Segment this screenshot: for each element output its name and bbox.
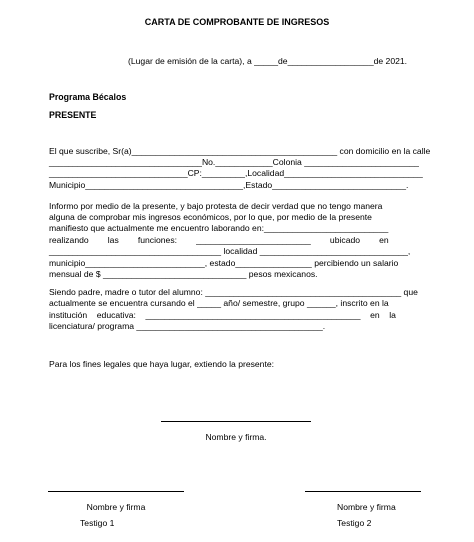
paragraph-line: realizando las funciones: ________________________ ubicado en	[49, 235, 389, 245]
paragraph-line: ________________________________No.____________Colonia ________________________	[49, 157, 419, 167]
paragraph-line: _____________________________CP:_________,Localidad_____________________________	[49, 168, 423, 178]
program-name: Programa Bécalos	[49, 92, 127, 102]
witness1-role: Testigo 1	[80, 518, 115, 528]
closing-line: Para los fines legales que haya lugar, extiendo la presente:	[49, 359, 275, 369]
paragraph-line: actualmente se encuentra cursando el _____ año/ semestre, grupo ______, inscrito en la	[49, 298, 389, 308]
paragraph-line: Informo por medio de la presente, y bajo protesta de decir verdad que no tengo manera	[49, 201, 383, 211]
witness2-role: Testigo 2	[337, 518, 372, 528]
signature-line	[161, 421, 311, 422]
paragraph-line: institución educativa: _____________________________________________ en la	[49, 310, 396, 320]
witness1-signature-line	[48, 491, 184, 492]
place-date-line: (Lugar de emisión de la carta), a _____de__________________de 2021.	[128, 56, 408, 66]
paragraph-line: alguna de comprobar mis ingresos económicos, por lo que, por medio de la presente	[49, 212, 372, 222]
paragraph-line: Municipio_________________________________,Estado____________________________.	[49, 180, 409, 190]
document-title: CARTA DE COMPROBANTE DE INGRESOS	[144, 17, 330, 27]
paragraph-line: El que suscribe, Sr(a)___________________________________________ con domicilio en la calle	[49, 146, 431, 156]
presente-heading: PRESENTE	[49, 110, 97, 120]
paragraph-line: licenciatura/ programa _______________________________________.	[49, 321, 326, 331]
paragraph-line: Siendo padre, madre o tutor del alumno: _________________________________________ que	[49, 287, 418, 297]
witness2-name-label: Nombre y firma	[337, 502, 396, 512]
paragraph-line: ____________________________________ localidad _______________________________,	[49, 246, 411, 256]
signature-label: Nombre y firma.	[205, 432, 267, 442]
paragraph-line: municipio_________________________, estado________________ percibiendo un salario	[49, 258, 399, 268]
paragraph-line: mensual de $ ______________________________ pesos mexicanos.	[49, 269, 318, 279]
paragraph-line: manifiesto que actualmente me encuentro laborando en:__________________________	[49, 223, 389, 233]
witness2-signature-line	[305, 491, 421, 492]
witness1-name-label: Nombre y firma	[86, 502, 146, 512]
